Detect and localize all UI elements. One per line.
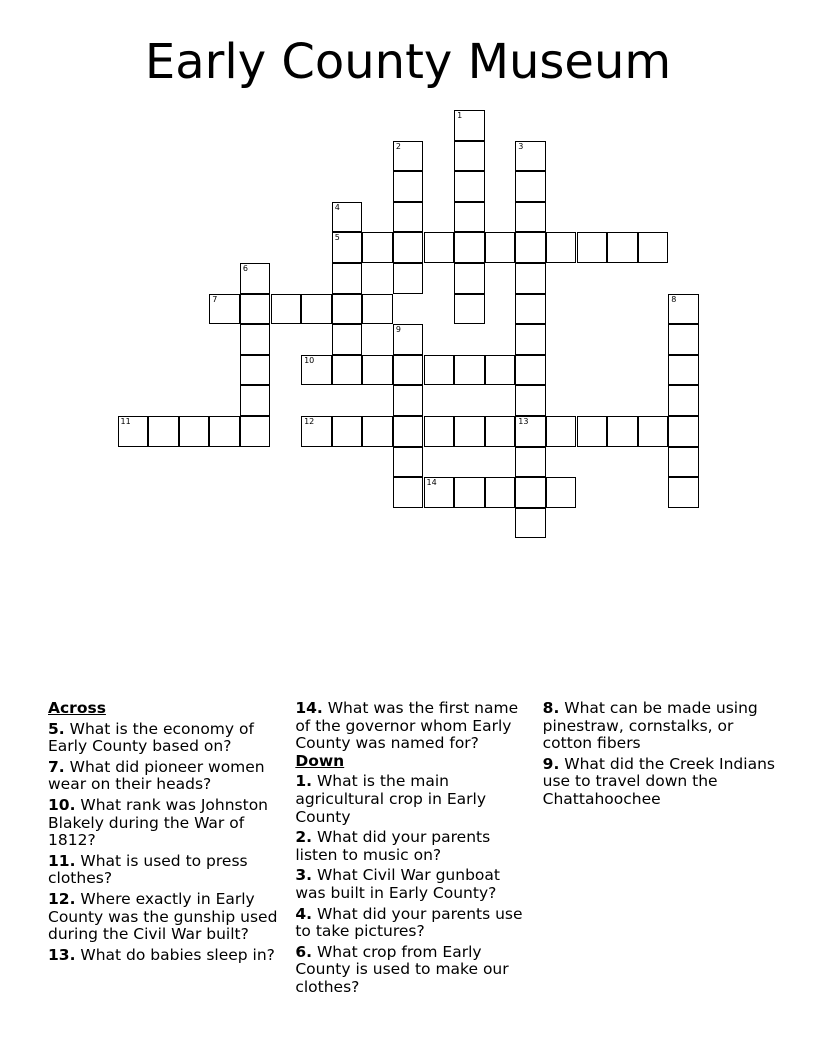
grid-cell[interactable]: [424, 232, 455, 263]
clue-number: 7: [212, 294, 218, 304]
grid-cell[interactable]: [393, 171, 424, 202]
grid-cell[interactable]: [577, 232, 608, 263]
grid-cell[interactable]: [332, 324, 363, 355]
grid-cell[interactable]: [668, 355, 699, 386]
grid-cell[interactable]: [454, 171, 485, 202]
clue-number: 8: [671, 294, 677, 304]
clue-item: [295, 906, 530, 941]
grid-cell[interactable]: [240, 324, 271, 355]
grid-cell[interactable]: [515, 416, 546, 447]
clue-item: [48, 797, 283, 850]
grid-cell[interactable]: [332, 355, 363, 386]
clue-item: [295, 867, 530, 902]
grid-cell[interactable]: [454, 355, 485, 386]
clue-number: 5: [334, 233, 340, 243]
clue-item-text: Where exactly in Early County was the gunship used during the Civil War built?: [48, 889, 278, 944]
grid-cell[interactable]: [454, 110, 485, 141]
clue-number: 12: [304, 417, 315, 426]
grid-cell[interactable]: [240, 263, 271, 294]
grid-cell[interactable]: [607, 232, 638, 263]
clue-item-number: 1.: [295, 772, 313, 791]
clue-item-number: 11.: [48, 851, 76, 870]
clue-item-number: 10.: [48, 795, 76, 814]
grid-cell[interactable]: [668, 294, 699, 325]
clue-number: 3: [518, 141, 524, 151]
clue-item-text: What did the Creek Indians use to travel down the Chattahoochee: [542, 754, 775, 808]
grid-cell[interactable]: [515, 447, 546, 478]
grid-cell[interactable]: [515, 232, 546, 263]
grid-cell[interactable]: [424, 416, 455, 447]
grid-cell[interactable]: [301, 294, 332, 325]
grid-cell[interactable]: [668, 324, 699, 355]
grid-cell[interactable]: [485, 355, 516, 386]
clue-number: 13: [518, 417, 529, 426]
grid-cell[interactable]: [515, 385, 546, 416]
clue-number: 10: [304, 355, 315, 365]
clue-item: [295, 700, 530, 753]
grid-cell[interactable]: [454, 202, 485, 233]
grid-cell[interactable]: [485, 416, 516, 447]
grid-cell[interactable]: [148, 416, 179, 447]
grid-cell[interactable]: [485, 477, 516, 508]
grid-cell[interactable]: [577, 416, 608, 447]
grid-cell[interactable]: [454, 477, 485, 508]
clue-item-number: 3.: [295, 866, 313, 885]
grid-cell[interactable]: [362, 355, 393, 386]
page-title: Early County Museum: [144, 34, 672, 90]
grid-cell[interactable]: [209, 416, 240, 447]
grid-cell[interactable]: [638, 232, 669, 263]
clue-item-number: 7.: [48, 757, 65, 776]
clue-item: [48, 853, 283, 888]
grid-cell[interactable]: [332, 232, 363, 263]
grid-cell[interactable]: [515, 294, 546, 325]
grid-cell[interactable]: [668, 447, 699, 478]
grid-cell[interactable]: [515, 355, 546, 386]
clue-item: [543, 700, 778, 753]
grid-cell[interactable]: [668, 477, 699, 508]
grid-cell[interactable]: [240, 355, 271, 386]
grid-cell[interactable]: [454, 294, 485, 325]
grid-cell[interactable]: [393, 416, 424, 447]
grid-cell[interactable]: [454, 263, 485, 294]
clue-item: [295, 773, 530, 826]
clue-item-number: 4.: [295, 904, 313, 923]
grid-cell[interactable]: [393, 477, 424, 508]
grid-cell[interactable]: [485, 232, 516, 263]
down-heading: Down: [295, 751, 345, 770]
grid-cell[interactable]: [393, 263, 424, 294]
clue-number: 9: [395, 325, 401, 335]
clue-item: [295, 944, 530, 997]
clue-item: [48, 759, 283, 794]
clue-item-text: What do babies sleep in?: [80, 945, 275, 964]
grid-cell[interactable]: [393, 232, 424, 263]
clue-item-number: 12.: [48, 889, 76, 908]
grid-cell[interactable]: [332, 294, 363, 325]
grid-cell[interactable]: [424, 355, 455, 386]
clue-item-number: 8.: [542, 699, 560, 717]
clue-item-number: 6.: [295, 942, 313, 961]
clue-item-text: What is the economy of Early County based on?: [48, 719, 254, 756]
grid-cell[interactable]: [362, 232, 393, 263]
grid-cell[interactable]: [393, 447, 424, 478]
grid-cell[interactable]: [668, 416, 699, 447]
clue-item-number: 5.: [48, 719, 65, 738]
grid-cell[interactable]: [362, 294, 393, 325]
grid-cell[interactable]: [607, 416, 638, 447]
grid-cell[interactable]: [301, 355, 332, 386]
grid-cell[interactable]: [546, 232, 577, 263]
grid-cell[interactable]: [240, 416, 271, 447]
clue-item: [295, 829, 530, 864]
across-heading: Across: [48, 699, 106, 717]
clue-number: 4: [334, 202, 340, 212]
grid-cell[interactable]: [393, 385, 424, 416]
clue-item: [543, 756, 778, 809]
grid-cell[interactable]: [271, 294, 302, 325]
grid-cell[interactable]: [515, 263, 546, 294]
grid-cell[interactable]: [393, 202, 424, 233]
grid-cell[interactable]: [209, 294, 240, 325]
clue-item-text: What crop from Early County is used to make our clothes?: [295, 942, 509, 996]
grid-cell[interactable]: [454, 141, 485, 172]
clue-number: 6: [242, 264, 248, 273]
grid-cell[interactable]: [332, 202, 363, 233]
grid-cell[interactable]: [118, 416, 149, 447]
grid-cell[interactable]: [240, 385, 271, 416]
clue-item-text: What rank was Johnston Blakely during the War of 1812?: [48, 795, 268, 850]
clue-item-text: What is the main agricultural crop in Early County: [295, 772, 487, 826]
clue-item-number: 9.: [542, 754, 560, 773]
clue-item-number: 14.: [295, 699, 323, 717]
clue-item: [48, 947, 283, 965]
grid-cell[interactable]: [454, 232, 485, 263]
clue-item-number: 2.: [295, 828, 313, 847]
grid-cell[interactable]: [332, 263, 363, 294]
grid-cell[interactable]: [301, 416, 332, 447]
clue-number: 1: [457, 111, 463, 120]
grid-cell[interactable]: [393, 355, 424, 386]
grid-cell[interactable]: [546, 477, 577, 508]
grid-cell[interactable]: [393, 141, 424, 172]
grid-cell[interactable]: [393, 324, 424, 355]
grid-cell[interactable]: [454, 416, 485, 447]
grid-cell[interactable]: [515, 171, 546, 202]
grid-cell[interactable]: [424, 477, 455, 508]
clue-item-text: What can be made using pinestraw, cornstalks, or cotton fibers: [542, 699, 758, 753]
clue-item-text: What is used to press clothes?: [48, 851, 248, 888]
clue-item-text: What did pioneer women wear on their heads?: [48, 757, 265, 794]
grid-cell[interactable]: [362, 416, 393, 447]
clue-item: [48, 891, 283, 944]
clue-item-text: What did your parents use to take pictures?: [295, 904, 523, 941]
clue-item-number: 13.: [48, 945, 76, 964]
grid-cell[interactable]: [638, 416, 669, 447]
clue-item-text: What Civil War gunboat was built in Early County?: [295, 866, 500, 902]
grid-cell[interactable]: [515, 141, 546, 172]
grid-cell[interactable]: [668, 385, 699, 416]
grid-cell[interactable]: [240, 294, 271, 325]
clue-item-text: What was the first name of the governor whom Early County was named for?: [295, 699, 519, 753]
clue-list: [48, 700, 778, 1000]
clue-number: 2: [395, 141, 401, 151]
grid-cell[interactable]: [332, 416, 363, 447]
clue-number: 11: [120, 417, 131, 426]
clue-number: 14: [426, 478, 437, 488]
grid-cell[interactable]: [515, 508, 546, 539]
grid-cell[interactable]: [179, 416, 210, 447]
grid-cell[interactable]: [515, 202, 546, 233]
grid-cell[interactable]: [546, 416, 577, 447]
clue-item: [48, 721, 283, 756]
grid-cell[interactable]: [515, 324, 546, 355]
clue-item-text: What did your parents listen to music on?: [295, 828, 491, 864]
grid-cell[interactable]: [515, 477, 546, 508]
